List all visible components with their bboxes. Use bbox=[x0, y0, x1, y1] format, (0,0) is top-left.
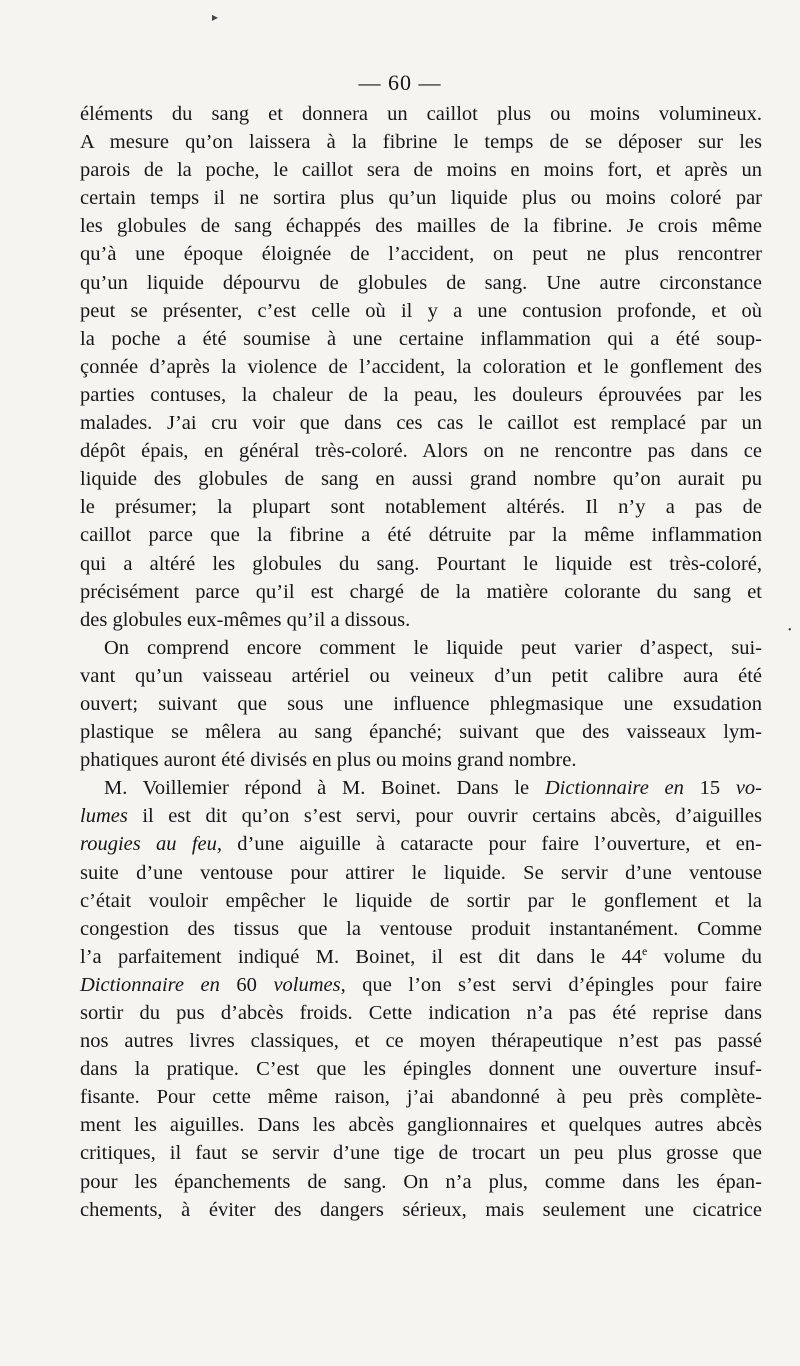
text-line: le présumer; la plupart sont notablement altérés. Il n’y a pas de bbox=[80, 496, 762, 519]
text-line: caillot parce que la fibrine a été détruite par la même inflammation bbox=[80, 524, 762, 547]
text-line: nos autres livres classiques, et ce moyen thérapeutique n’est pas passé bbox=[80, 1030, 762, 1053]
text-line: Dictionnaire en 60 volumes, que l’on s’est servi d’épingles pour faire bbox=[80, 973, 763, 996]
text-line: chements, à éviter des dangers sérieux, mais seulement une cicatrice bbox=[80, 1198, 762, 1221]
body-text bbox=[80, 100, 762, 1224]
text-line: A mesure qu’on laissera à la fibrine le temps de se déposer sur les bbox=[80, 131, 762, 154]
text-line: parties contuses, la chaleur de la peau, les douleurs éprouvées par les bbox=[80, 383, 762, 406]
text-line: la poche a été soumise à une certaine inflammation qui a été soup- bbox=[80, 327, 762, 350]
page-number: — 60 — bbox=[358, 70, 442, 95]
text-line: lumes il est dit qu’on s’est servi, pour ouvrir certains abcès, d’aiguilles bbox=[80, 805, 762, 828]
text-line: çonnée d’après la violence de l’accident, la coloration et le gonflement des bbox=[80, 355, 762, 378]
text-line: critiques, il faut se servir d’une tige de trocart un peu plus grosse que bbox=[80, 1142, 762, 1165]
text-line: c’était vouloir empêcher le liquide de sortir par le gonflement et la bbox=[80, 889, 762, 912]
text-line: fisante. Pour cette même raison, j’ai abandonné à peu près complète- bbox=[80, 1086, 762, 1109]
text-line: dépôt épais, en général très-coloré. Alors on ne rencontre pas dans ce bbox=[80, 440, 762, 463]
text-line: l’a parfaitement indiqué M. Boinet, il est dit dans le 44e volume du bbox=[80, 943, 762, 968]
text-line: précisément parce qu’il est chargé de la matière colorante du sang et bbox=[80, 580, 762, 603]
text-line: congestion des tissus que la ventouse produit instantanément. Comme bbox=[80, 917, 762, 940]
text-line: ment les aiguilles. Dans les abcès ganglionnaires et quelques autres abcès bbox=[80, 1114, 762, 1137]
text-line: liquide des globules de sang en aussi grand nombre qu’on aurait pu bbox=[80, 468, 762, 491]
text-line: dans la pratique. C’est que les épingles donnent une ouverture insuf- bbox=[80, 1058, 762, 1081]
text-line: certain temps il ne sortira plus qu’un liquide plus ou moins coloré par bbox=[80, 187, 762, 210]
text-line: malades. J’ai cru voir que dans ces cas le caillot est remplacé par un bbox=[80, 412, 762, 435]
text-line: pour les épanchements de sang. On n’a plus, comme dans les épan- bbox=[80, 1170, 762, 1193]
text-line: qu’un liquide dépourvu de globules de sang. Une autre circonstance bbox=[80, 271, 762, 294]
text-line: On comprend encore comment le liquide peut varier d’aspect, sui- bbox=[104, 636, 762, 659]
text-line: M. Voillemier répond à M. Boinet. Dans le Dictionnaire en 15 vo- bbox=[104, 777, 762, 800]
margin-mark-side: • bbox=[788, 625, 792, 636]
text-line: parois de la poche, le caillot sera de moins en moins fort, et après un bbox=[80, 159, 762, 182]
text-line: des globules eux-mêmes qu’il a dissous. bbox=[80, 608, 411, 631]
text-line: qu’à une époque éloignée de l’accident, on peut ne plus rencontrer bbox=[80, 243, 762, 266]
text-line: éléments du sang et donnera un caillot plus ou moins volumineux. bbox=[80, 103, 762, 125]
text-line: phatiques auront été divisés en plus ou moins grand nombre. bbox=[80, 749, 577, 772]
text-line: qui a altéré les globules du sang. Pourtant le liquide est très-coloré, bbox=[80, 552, 762, 575]
text-line: les globules de sang échappés des mailles de la fibrine. Je crois même bbox=[80, 215, 762, 238]
margin-mark-top: ▸ bbox=[212, 10, 219, 24]
text-line: vant qu’un vaisseau artériel ou veineux d’un petit calibre aura été bbox=[80, 664, 762, 687]
text-line: sortir du pus d’abcès froids. Cette indication n’a pas été reprise dans bbox=[80, 1002, 762, 1024]
text-line: rougies au feu, d’une aiguille à cataracte pour faire l’ouverture, et en- bbox=[80, 833, 762, 856]
text-line: suite d’une ventouse pour attirer le liquide. Se servir d’une ventouse bbox=[80, 861, 762, 884]
text-line: plastique se mêlera au sang épanché; suivant que des vaisseaux lym- bbox=[80, 721, 762, 744]
text-line: peut se présenter, c’est celle où il y a une contusion profonde, et où bbox=[80, 299, 762, 322]
text-line: ouvert; suivant que sous une influence phlegmasique une exsudation bbox=[80, 692, 762, 715]
